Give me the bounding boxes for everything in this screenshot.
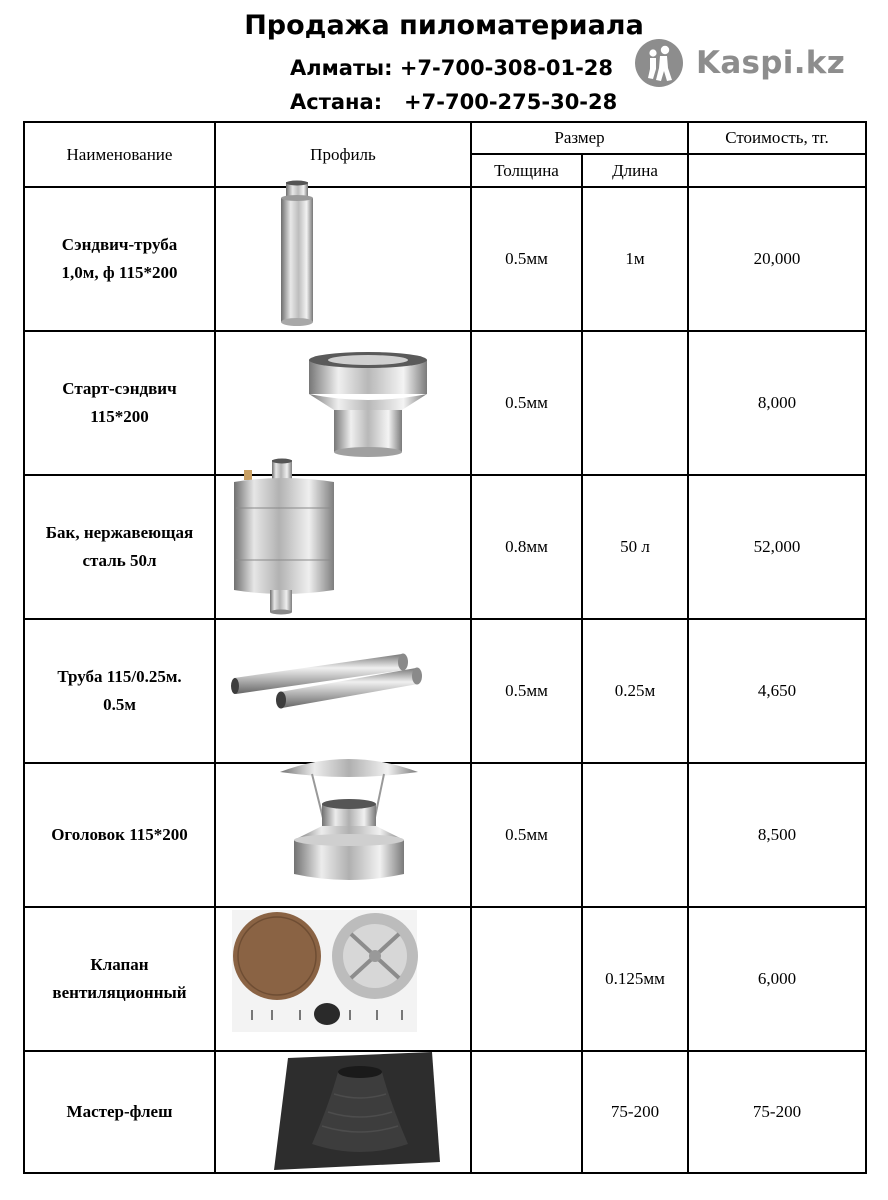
price-cell: 75-200 [688,1051,866,1173]
length-cell [582,331,688,475]
product-name: Бак, нержавеющая сталь 50л [24,475,215,619]
product-image [215,331,471,475]
product-image [215,1051,471,1173]
header-size: Размер [471,122,688,154]
thickness-cell [471,907,582,1051]
header-price-blank [688,154,866,187]
page-title: Продажа пиломатериала [244,10,644,41]
length-cell: 0.125мм [582,907,688,1051]
pipes-icon [232,650,432,720]
price-table [23,121,867,1174]
price-cell: 8,500 [688,763,866,907]
table-row [24,331,866,475]
product-image [215,763,471,907]
product-name: Клапан вентиляционный [24,907,215,1051]
table-row [24,619,866,763]
length-cell [582,763,688,907]
product-name: Труба 115/0.25м. 0.5м [24,619,215,763]
table-row [24,475,866,619]
product-name: Мастер-флеш [24,1051,215,1173]
length-cell: 0.25м [582,619,688,763]
table-row [24,763,866,907]
product-name: Старт-сэндвич 115*200 [24,331,215,475]
sandwich-pipe-icon [272,180,332,340]
header-thickness: Толщина [471,154,582,187]
header-profile: Профиль [215,122,471,187]
length-cell: 50 л [582,475,688,619]
header-price: Стоимость, тг. [688,122,866,154]
header-length: Длина [582,154,688,187]
price-cell: 6,000 [688,907,866,1051]
length-cell: 75-200 [582,1051,688,1173]
thickness-cell: 0.5мм [471,187,582,331]
thickness-cell: 0.5мм [471,619,582,763]
start-sandwich-icon [306,348,436,458]
table-row [24,187,866,331]
product-image [215,907,471,1051]
thickness-cell: 0.5мм [471,331,582,475]
price-cell: 8,000 [688,331,866,475]
kaspi-logo-icon [634,38,684,88]
kaspi-brand [634,38,845,88]
product-image [215,619,471,763]
price-cell: 52,000 [688,475,866,619]
price-cell: 20,000 [688,187,866,331]
product-image [215,187,471,331]
table-row [24,907,866,1051]
length-cell: 1м [582,187,688,331]
master-flash-icon [272,1052,442,1170]
product-image [215,475,471,619]
header-name: Наименование [24,122,215,187]
thickness-cell: 0.8мм [471,475,582,619]
vent-valve-icon [232,910,417,1032]
price-cell: 4,650 [688,619,866,763]
table-row [24,1051,866,1173]
brand-name: Kaspi.kz [696,45,846,81]
chimney-cap-icon [278,752,428,902]
thickness-cell: 0.5мм [471,763,582,907]
steel-tank-icon [232,460,352,630]
thickness-cell [471,1051,582,1173]
product-name: Сэндвич-труба 1,0м, ф 115*200 [24,187,215,331]
product-name: Оголовок 115*200 [24,763,215,907]
